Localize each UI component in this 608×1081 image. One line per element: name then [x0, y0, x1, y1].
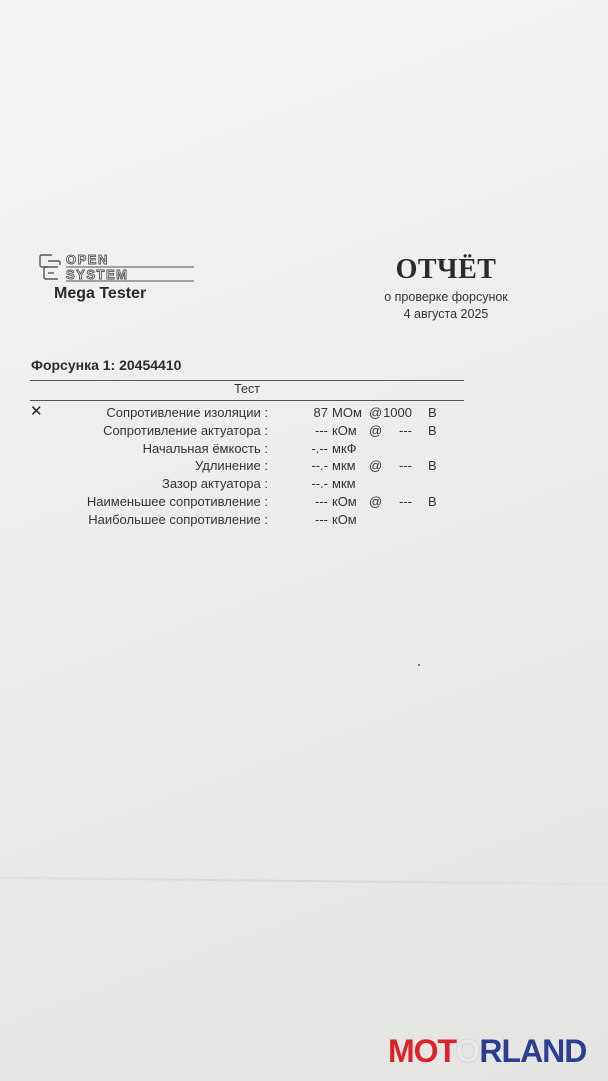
- motorland-watermark: [388, 1033, 586, 1070]
- result-row-min-resistance: [0, 494, 608, 512]
- report-subtitle: [360, 289, 532, 323]
- row-at: @: [369, 493, 383, 509]
- injector-title: Форсунка 1: 20454410: [31, 357, 182, 373]
- row-unit: кОм: [332, 493, 357, 509]
- row-label: Зазор актуатора :: [161, 476, 268, 492]
- product-name: Mega Tester: [54, 285, 147, 302]
- table-top-rule: [30, 380, 464, 381]
- result-row-insulation: [0, 405, 608, 423]
- open-system-logo: [38, 252, 198, 282]
- paper-speck: [418, 664, 420, 666]
- result-row-actuator-gap: [0, 476, 608, 494]
- fail-cross-icon: ✕: [30, 403, 43, 420]
- row-voltage: ---: [399, 422, 412, 438]
- result-row-elongation: [0, 458, 608, 476]
- row-value: ---: [315, 422, 328, 438]
- paper-fold: [0, 877, 608, 885]
- row-unit: кОм: [332, 511, 357, 527]
- row-value: ---: [315, 511, 328, 527]
- svg-text:SYSTEM: SYSTEM: [66, 267, 129, 282]
- row-value: -.--: [311, 440, 328, 456]
- row-unit: мкм: [332, 476, 356, 492]
- row-voltage-unit: В: [428, 458, 437, 474]
- watermark-part-1: MOT: [388, 1033, 456, 1069]
- row-unit: кОм: [332, 422, 357, 438]
- row-unit: мкм: [332, 458, 356, 474]
- row-value: ---: [315, 493, 328, 509]
- result-row-actuator-resistance: [0, 423, 608, 441]
- row-voltage-unit: В: [428, 422, 437, 438]
- watermark-part-2: O: [455, 1033, 480, 1069]
- row-label: Наименьшее сопротивление :: [86, 493, 268, 509]
- row-label: Наибольшее сопротивление :: [88, 511, 268, 527]
- row-voltage: ---: [399, 493, 412, 509]
- results-table: [0, 405, 608, 530]
- row-unit: мкФ: [332, 440, 357, 456]
- row-at: @: [369, 405, 383, 420]
- row-voltage: ---: [399, 458, 412, 474]
- row-unit: МОм: [332, 405, 362, 420]
- row-value: --.-: [311, 476, 328, 492]
- row-at: @: [369, 422, 383, 438]
- row-label: Удлинение :: [195, 458, 268, 474]
- row-voltage-unit: В: [428, 493, 437, 509]
- row-value: --.-: [311, 458, 328, 474]
- watermark-part-3: RLAND: [479, 1033, 587, 1069]
- result-row-initial-capacitance: [0, 441, 608, 459]
- row-at: @: [369, 458, 383, 474]
- report-date: 4 августа 2025: [403, 307, 489, 321]
- table-header-rule: [30, 400, 464, 401]
- report-description: о проверке форсунок: [384, 290, 508, 304]
- table-header-test: Тест: [234, 382, 260, 396]
- report-title: ОТЧЁТ: [395, 254, 497, 285]
- row-label: Сопротивление изоляции :: [106, 405, 268, 420]
- row-label: Начальная ёмкость :: [142, 440, 268, 456]
- row-label: Сопротивление актуатора :: [103, 422, 268, 438]
- row-value: 87: [313, 405, 328, 420]
- svg-text:OPEN: OPEN: [66, 252, 109, 267]
- result-row-max-resistance: [0, 512, 608, 530]
- row-voltage: 1000: [383, 405, 412, 420]
- row-voltage-unit: В: [428, 405, 437, 420]
